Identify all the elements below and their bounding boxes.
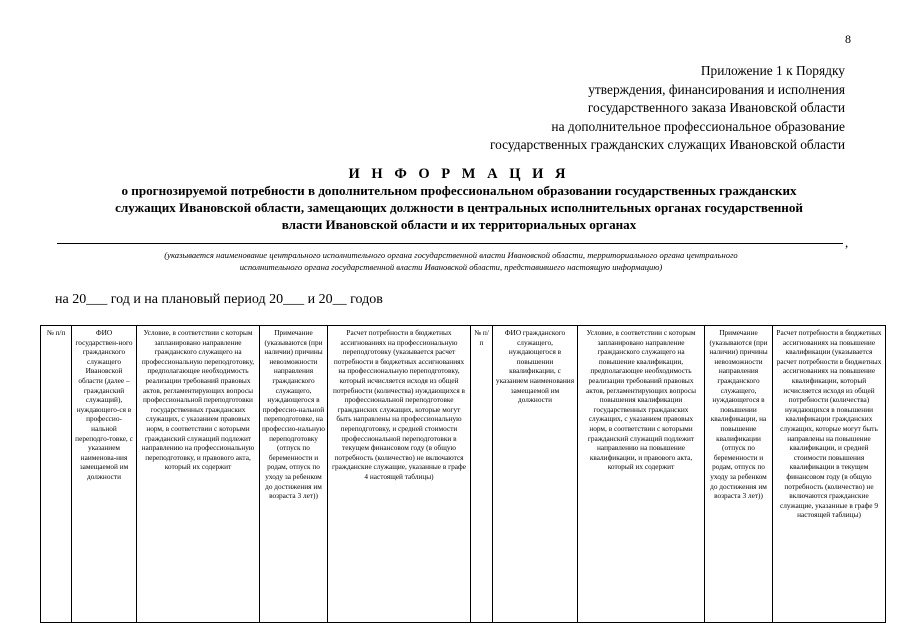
column-header-number: № п/п bbox=[41, 326, 72, 623]
subtitle-line: власти Ивановской области и их территориальных органах bbox=[281, 217, 637, 232]
appendix-line: утверждения, финансирования и исполнения bbox=[588, 81, 845, 97]
appendix-line: государственных гражданских служащих Ивановской области bbox=[489, 137, 845, 152]
organization-hint bbox=[60, 249, 842, 273]
column-header-qualification-employee: ФИО гражданского служащего, нуждающегося в повышении квалификации, с указанием наименования замещаемой им должности bbox=[493, 326, 578, 623]
table-header-row bbox=[41, 326, 886, 623]
page-number: 8 bbox=[845, 32, 851, 46]
appendix-line: Приложение 1 к Порядку bbox=[700, 63, 845, 78]
organization-name-blank bbox=[57, 243, 843, 244]
column-header-number-2: № п/п bbox=[471, 326, 493, 623]
subtitle-line: служащих Ивановской области, замещающих должности в центральных исполнительных органах государственной bbox=[115, 200, 803, 215]
document-title: И Н Ф О Р М А Ц И Я bbox=[348, 166, 570, 182]
column-header-retraining-condition: Условие, в соответствии с которым запланировано направление гражданского служащего на профессиональную переподготовку, предполагающее необходимость реализации требований правовых актов, регламентирующих вопросы профессиональной переподготовки государственных гражданских служащих, с указанием правовых норм, в соответствии с которыми гражданский служащий подлежит направлению на профессиональную переподготовку, и правового акта, который их содержит bbox=[137, 326, 260, 623]
column-header-retraining-note: Примечание (указываются (при наличии) причины невозможности направления гражданского служащего, нуждающегося в профессио-нальной переподготовке, на профессио-нальную переподготовку (отпуск по беременности и родам, отпуск по уходу за ребенком до достижения им возраста 3 лет)) bbox=[260, 326, 328, 623]
column-header-qualification-budget: Расчет потребности в бюджетных ассигнованиях на повышение квалификации (указывается расчет потребности в бюджетных ассигнованиях на повышение квалификации, который исчисляется исходя из общей потребности (количества) нуждающихся в повышении квалификации гражданских служащих, которые могут быть направлены на повышение квалификации, и средней стоимости повышения квалификации в текущем финансовом году (в общую потребность (количество) не включаются гражданские служащие, указанные в графе 9 настоящей таблицы) bbox=[773, 326, 886, 623]
blank-comma: , bbox=[845, 235, 849, 250]
planning-period: на 20___ год и на плановый период 20___ и 20__ годов bbox=[55, 292, 383, 307]
appendix-reference bbox=[490, 62, 845, 155]
information-table bbox=[40, 325, 886, 623]
column-header-retraining-budget: Расчет потребности в бюджетных ассигнованиях на профессиональную переподготовку (указывается расчет потребности в бюджетных ассигнованиях на профессиональную переподготовку, который исчисляется исходя из общей потребности (количества) нуждающихся в профессиональной переподготовке гражданских служащих, которые могут быть направлены на профессиональную переподготовку, и средней стоимости профессиональной переподготовки в текущем финансовом году (в общую потребность (количество) не включаются гражданские служащие, указанные в графе 4 настоящей таблицы) bbox=[328, 326, 471, 623]
column-header-qualification-condition: Условие, в соответствии с которым запланировано направление гражданского служащего на повышение квалификации, предполагающее необходимость реализации требований правовых актов, регламентирующих вопросы повышения квалификации государственных гражданских служащих, с указанием правовых норм, в соответствии с которыми гражданский служащий подлежит направлению на повышение квалификации, и правового акта, который их содержит bbox=[578, 326, 705, 623]
hint-line: (указывается наименование центрального исполнительного органа государственной власти Ивановской области, территориального органа центрального bbox=[164, 250, 738, 260]
appendix-line: государственного заказа Ивановской области bbox=[587, 100, 845, 115]
column-header-retraining-employee: ФИО государствен-ного гражданского служащего Ивановской области (далее – гражданский служащий), нуждающего-ся в профессио-нальной переподго-товке, с указанием наименова-ния замещаемой им должности bbox=[72, 326, 137, 623]
appendix-line: на дополнительное профессиональное образование bbox=[551, 118, 845, 134]
subtitle-line: о прогнозируемой потребности в дополнительном профессиональном образовании государственных гражданских bbox=[121, 183, 797, 198]
hint-line: исполнительного органа государственной власти Ивановской области, представившего настоящую информацию) bbox=[239, 262, 663, 272]
document-subtitle bbox=[40, 182, 878, 233]
column-header-qualification-note: Примечание (указываются (при наличии) причины невозможности направления гражданского служащего, нуждающегося в повышении квалификации, на повышение квалификации (отпуск по беременности и родам, отпуск по уходу за ребенком до достижения им возраста 3 лет)) bbox=[705, 326, 773, 623]
